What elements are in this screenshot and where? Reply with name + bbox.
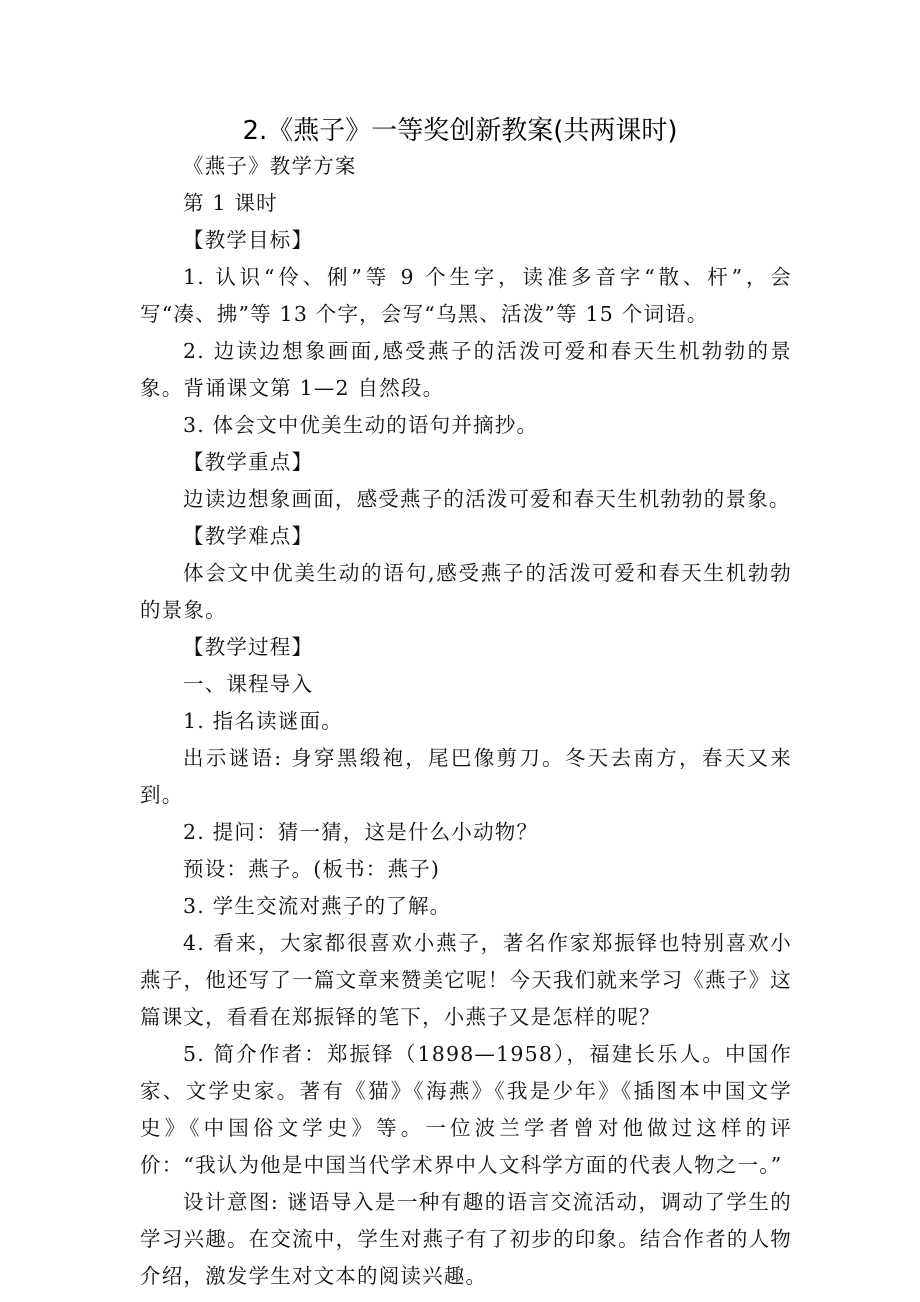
objective-1: 1. 认识“伶、俐”等 9 个生字，读准多音字“散、杆”，会写“凑、拂”等 13 个字，会写“乌黑、活泼”等 15 个词语。 <box>140 265 792 326</box>
expected-answer: 预设：燕子。(板书：燕子) <box>183 857 441 881</box>
intro-step-3: 3. 学生交流对燕子的了解。 <box>183 894 452 918</box>
difficulties-text: 体会文中优美生动的语句,感受燕子的活泼可爱和春天生机勃勃的景象。 <box>140 561 792 622</box>
key-points-text: 边读边想象画面，感受燕子的活泼可爱和春天生机勃勃的景象。 <box>183 487 791 511</box>
document-title: 2.《燕子》一等奖创新教案(共两课时) <box>242 116 678 146</box>
document-body <box>140 148 792 1295</box>
intro-step-1: 1. 指名读谜面。 <box>183 709 343 733</box>
step-heading-intro: 一、课程导入 <box>183 672 314 696</box>
riddle-text: 出示谜语: 身穿黑缎袍，尾巴像剪刀。冬天去南方，春天又来到。 <box>140 746 792 807</box>
section-heading-objectives: 【教学目标】 <box>183 228 314 252</box>
section-heading-difficulties: 【教学难点】 <box>183 524 314 548</box>
objective-3: 3. 体会文中优美生动的语句并摘抄。 <box>183 413 539 437</box>
intro-step-2: 2. 提问：猜一猜，这是什么小动物？ <box>183 820 539 844</box>
lesson-number: 第 1 课时 <box>183 191 278 215</box>
plan-subtitle: 《燕子》教学方案 <box>183 154 357 178</box>
intro-step-5-author: 5. 简介作者：郑振铎（1898—1958），福建长乐人。中国作家、文学史家。著有《猫》《海燕》《我是少年》《插图本中国文学史》《中国俗文学史》等。一位波兰学者曾对他做过这样的评价：“我认为他是中国当代学术界中人文科学方面的代表人物之一。” <box>140 1042 792 1177</box>
objective-2: 2. 边读边想象画面,感受燕子的活泼可爱和春天生机勃勃的景象。背诵课文第 1—2 自然段。 <box>140 339 792 400</box>
design-intent: 设计意图: 谜语导入是一种有趣的语言交流活动，调动了学生的学习兴趣。在交流中，学生对燕子有了初步的印象。结合作者的人物介绍，激发学生对文本的阅读兴趣。 <box>140 1190 792 1288</box>
section-heading-process: 【教学过程】 <box>183 635 314 659</box>
section-heading-key-points: 【教学重点】 <box>183 450 314 474</box>
intro-step-4: 4. 看来，大家都很喜欢小燕子，著名作家郑振铎也特别喜欢小燕子，他还写了一篇文章来赞美它呢！今天我们就来学习《燕子》这篇课文，看看在郑振铎的笔下，小燕子又是怎样的呢？ <box>140 931 792 1029</box>
